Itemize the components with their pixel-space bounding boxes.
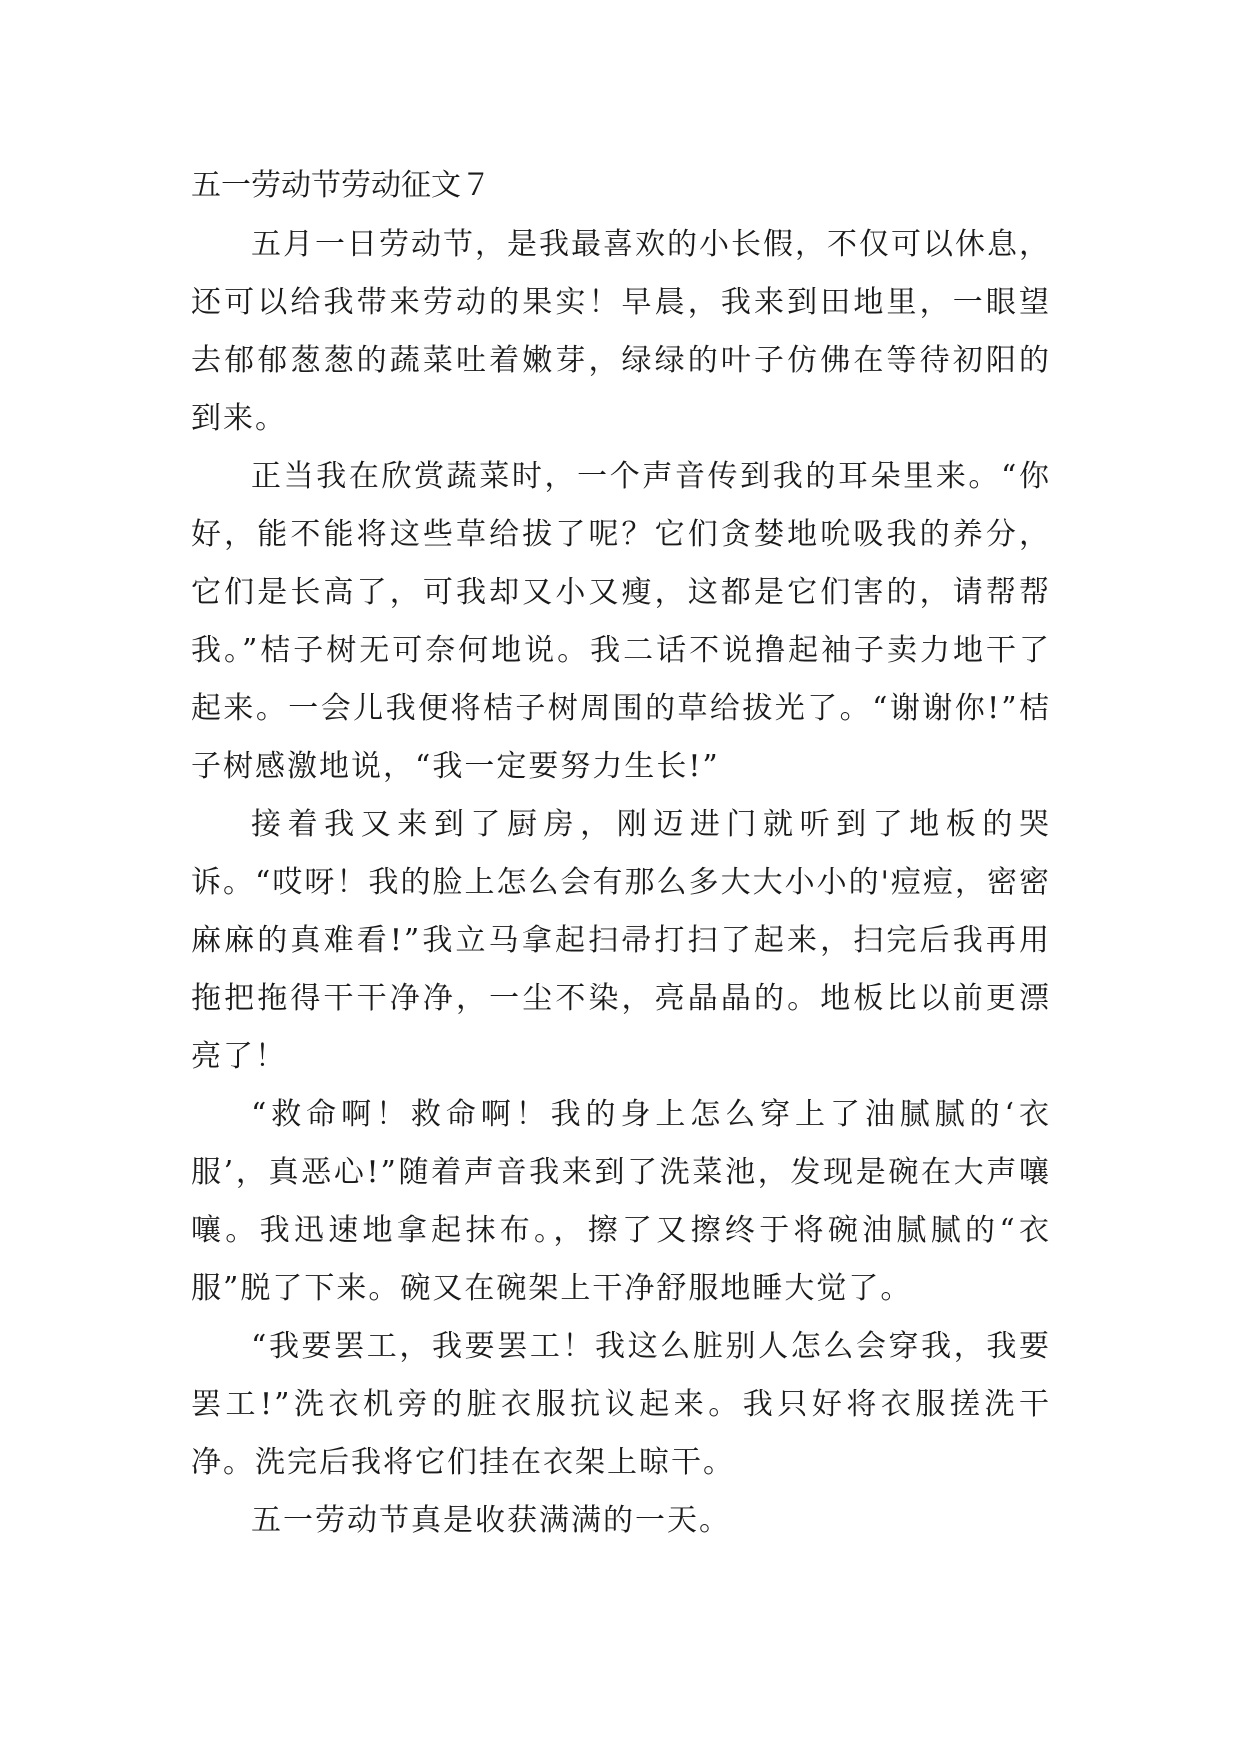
document-body (191, 216, 1051, 1550)
paragraph: “救命啊！救命啊！我的身上怎么穿上了油腻腻的‘衣服’，真恶心!”随着声音我来到了洗菜池，发现是碗在大声嚷嚷。我迅速地拿起抹布。，擦了又擦终于将碗油腻腻的“衣服”脱了下来。碗又在碗架上干净舒服地睡大觉了。 (191, 1097, 1051, 1306)
paragraph: 接着我又来到了厨房，刚迈进门就听到了地板的哭诉。“哎呀！我的脸上怎么会有那么多大大小小的'痘痘，密密麻麻的真难看!”我立马拿起扫帚打扫了起来，扫完后我再用拖把拖得干干净净，一尘不染，亮晶晶的。地板比以前更漂亮了！ (191, 807, 1051, 1074)
paragraph: 正当我在欣赏蔬菜时，一个声音传到我的耳朵里来。“你好，能不能将这些草给拔了呢？它们贪婪地吮吸我的养分，它们是长高了，可我却又小又瘦，这都是它们害的，请帮帮我。”桔子树无可奈何地说。我二话不说撸起袖子卖力地干了起来。一会儿我便将桔子树周围的草给拔光了。“谢谢你!”桔子树感激地说，“我一定要努力生长!” (191, 459, 1051, 784)
paragraph: 五一劳动节真是收获满满的一天。 (251, 1503, 731, 1538)
paragraph: 五月一日劳动节，是我最喜欢的小长假，不仅可以休息，还可以给我带来劳动的果实！早晨，我来到田地里，一眼望去郁郁葱葱的蔬菜吐着嫩芽，绿绿的叶子仿佛在等待初阳的到来。 (191, 227, 1051, 436)
paragraph: “我要罢工，我要罢工！我这么脏别人怎么会穿我，我要罢工!”洗衣机旁的脏衣服抗议起来。我只好将衣服搓洗干净。洗完后我将它们挂在衣架上晾干。 (191, 1329, 1051, 1480)
document-title: 五一劳动节劳动征文７ (191, 168, 491, 203)
